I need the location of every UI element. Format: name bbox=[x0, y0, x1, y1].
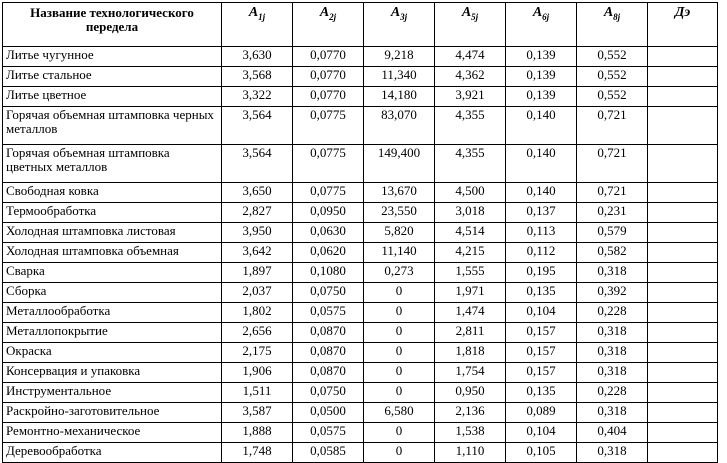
row-name-cell: Свободная ковка bbox=[3, 183, 222, 203]
value-cell: 1,110 bbox=[435, 443, 506, 463]
value-cell: 3,587 bbox=[222, 403, 293, 423]
row-name-cell: Холодная штамповка листовая bbox=[3, 223, 222, 243]
value-cell: 1,802 bbox=[222, 303, 293, 323]
table-row bbox=[3, 383, 718, 403]
value-cell: 0,0620 bbox=[293, 243, 364, 263]
value-cell: 4,355 bbox=[435, 145, 506, 183]
row-name-cell: Деревообработка bbox=[3, 443, 222, 463]
value-cell: 9,218 bbox=[364, 47, 435, 67]
value-cell bbox=[648, 183, 718, 203]
value-cell: 0,0750 bbox=[293, 283, 364, 303]
value-cell: 0,0575 bbox=[293, 423, 364, 443]
value-cell: 0,0870 bbox=[293, 343, 364, 363]
table-row bbox=[3, 145, 718, 183]
value-cell: 0,157 bbox=[506, 323, 577, 343]
value-cell: 4,514 bbox=[435, 223, 506, 243]
value-cell: 0,105 bbox=[506, 443, 577, 463]
value-cell: 0,0775 bbox=[293, 145, 364, 183]
value-cell: 1,555 bbox=[435, 263, 506, 283]
value-cell: 2,136 bbox=[435, 403, 506, 423]
value-cell bbox=[648, 223, 718, 243]
value-cell: 6,580 bbox=[364, 403, 435, 423]
value-cell: 0,139 bbox=[506, 87, 577, 107]
value-cell: 0,228 bbox=[577, 383, 648, 403]
value-cell: 0 bbox=[364, 423, 435, 443]
value-cell: 0,0770 bbox=[293, 47, 364, 67]
value-cell: 0 bbox=[364, 383, 435, 403]
value-cell: 1,538 bbox=[435, 423, 506, 443]
value-cell bbox=[648, 145, 718, 183]
row-name-cell: Инструментальное bbox=[3, 383, 222, 403]
value-cell bbox=[648, 283, 718, 303]
value-cell: 11,140 bbox=[364, 243, 435, 263]
value-cell: 1,754 bbox=[435, 363, 506, 383]
value-cell: 4,362 bbox=[435, 67, 506, 87]
value-cell: 0,231 bbox=[577, 203, 648, 223]
value-cell: 0,318 bbox=[577, 443, 648, 463]
value-cell: 0,0500 bbox=[293, 403, 364, 423]
value-cell: 0,0770 bbox=[293, 87, 364, 107]
value-cell: 0,0775 bbox=[293, 107, 364, 145]
value-cell: 0,318 bbox=[577, 343, 648, 363]
value-cell: 0,318 bbox=[577, 263, 648, 283]
column-header-a1j: $A_{1j}$ bbox=[222, 3, 293, 47]
value-cell bbox=[648, 87, 718, 107]
value-cell bbox=[648, 203, 718, 223]
row-name-cell: Горячая объемная штамповка черных металлов bbox=[3, 107, 222, 145]
value-cell: 1,888 bbox=[222, 423, 293, 443]
value-cell: 0,318 bbox=[577, 403, 648, 423]
value-cell: 0,318 bbox=[577, 363, 648, 383]
coefficients-table bbox=[2, 2, 718, 463]
row-name-cell: Литье чугунное bbox=[3, 47, 222, 67]
table-row bbox=[3, 223, 718, 243]
value-cell: 4,215 bbox=[435, 243, 506, 263]
value-cell: 2,656 bbox=[222, 323, 293, 343]
value-cell: 5,820 bbox=[364, 223, 435, 243]
table-row bbox=[3, 343, 718, 363]
value-cell: 0,392 bbox=[577, 283, 648, 303]
row-name-cell: Литье цветное bbox=[3, 87, 222, 107]
value-cell: 0,140 bbox=[506, 183, 577, 203]
value-cell bbox=[648, 67, 718, 87]
value-cell: 83,070 bbox=[364, 107, 435, 145]
value-cell: 3,630 bbox=[222, 47, 293, 67]
table-row bbox=[3, 283, 718, 303]
value-cell: 0,228 bbox=[577, 303, 648, 323]
value-cell: 23,550 bbox=[364, 203, 435, 223]
value-cell bbox=[648, 403, 718, 423]
value-cell: 0,113 bbox=[506, 223, 577, 243]
value-cell: 4,474 bbox=[435, 47, 506, 67]
value-cell: 3,921 bbox=[435, 87, 506, 107]
table-row bbox=[3, 67, 718, 87]
table-row bbox=[3, 47, 718, 67]
value-cell: 0,157 bbox=[506, 363, 577, 383]
row-name-cell: Раскройно-заготовительное bbox=[3, 403, 222, 423]
value-cell: 3,950 bbox=[222, 223, 293, 243]
table-row bbox=[3, 323, 718, 343]
row-name-cell: Горячая объемная штамповка цветных металлов bbox=[3, 145, 222, 183]
value-cell: 1,818 bbox=[435, 343, 506, 363]
value-cell: 0,112 bbox=[506, 243, 577, 263]
value-cell: 0,950 bbox=[435, 383, 506, 403]
value-cell: 0,0585 bbox=[293, 443, 364, 463]
value-cell: 13,670 bbox=[364, 183, 435, 203]
column-header-a8j: $A_{8j}$ bbox=[577, 3, 648, 47]
table-row bbox=[3, 363, 718, 383]
value-cell: 0,0775 bbox=[293, 183, 364, 203]
header-row bbox=[3, 3, 718, 47]
table-row bbox=[3, 263, 718, 283]
value-cell: 0,195 bbox=[506, 263, 577, 283]
value-cell: 0,552 bbox=[577, 87, 648, 107]
value-cell: 11,340 bbox=[364, 67, 435, 87]
value-cell: 3,322 bbox=[222, 87, 293, 107]
row-name-cell: Окраска bbox=[3, 343, 222, 363]
value-cell: 3,642 bbox=[222, 243, 293, 263]
row-name-cell: Металлообработка bbox=[3, 303, 222, 323]
table-row bbox=[3, 443, 718, 463]
table-row bbox=[3, 403, 718, 423]
value-cell bbox=[648, 443, 718, 463]
value-cell: 0,135 bbox=[506, 283, 577, 303]
value-cell: 0,0870 bbox=[293, 363, 364, 383]
table-row bbox=[3, 203, 718, 223]
row-name-cell: Литье стальное bbox=[3, 67, 222, 87]
value-cell: 4,355 bbox=[435, 107, 506, 145]
value-cell: 2,037 bbox=[222, 283, 293, 303]
value-cell: 3,568 bbox=[222, 67, 293, 87]
value-cell: 0 bbox=[364, 343, 435, 363]
value-cell: 0,552 bbox=[577, 47, 648, 67]
value-cell: 0,104 bbox=[506, 423, 577, 443]
value-cell bbox=[648, 383, 718, 403]
value-cell: 2,811 bbox=[435, 323, 506, 343]
row-name-cell: Холодная штамповка объемная bbox=[3, 243, 222, 263]
table-body bbox=[3, 47, 718, 463]
value-cell: 0,0770 bbox=[293, 67, 364, 87]
value-cell: 0,721 bbox=[577, 183, 648, 203]
value-cell: 0,0575 bbox=[293, 303, 364, 323]
row-name-cell: Консервация и упаковка bbox=[3, 363, 222, 383]
value-cell: 0,140 bbox=[506, 145, 577, 183]
row-name-cell: Сборка bbox=[3, 283, 222, 303]
value-cell: 0 bbox=[364, 303, 435, 323]
value-cell: 0,0750 bbox=[293, 383, 364, 403]
value-cell: 1,474 bbox=[435, 303, 506, 323]
column-header-a2j: $A_{2j}$ bbox=[293, 3, 364, 47]
table-row bbox=[3, 243, 718, 263]
value-cell: 1,897 bbox=[222, 263, 293, 283]
value-cell: 0,139 bbox=[506, 67, 577, 87]
value-cell bbox=[648, 423, 718, 443]
value-cell: 0,137 bbox=[506, 203, 577, 223]
value-cell bbox=[648, 343, 718, 363]
value-cell: 0 bbox=[364, 443, 435, 463]
value-cell bbox=[648, 323, 718, 343]
value-cell: 149,400 bbox=[364, 145, 435, 183]
value-cell: 0,579 bbox=[577, 223, 648, 243]
column-header-a3j: $A_{3j}$ bbox=[364, 3, 435, 47]
value-cell: 0,404 bbox=[577, 423, 648, 443]
value-cell: 1,748 bbox=[222, 443, 293, 463]
value-cell: 0,1080 bbox=[293, 263, 364, 283]
value-cell bbox=[648, 243, 718, 263]
value-cell: 0,318 bbox=[577, 323, 648, 343]
value-cell: 0,0950 bbox=[293, 203, 364, 223]
value-cell: 3,018 bbox=[435, 203, 506, 223]
value-cell bbox=[648, 107, 718, 145]
value-cell: 2,175 bbox=[222, 343, 293, 363]
value-cell: 0,721 bbox=[577, 145, 648, 183]
row-name-cell: Металлопокрытие bbox=[3, 323, 222, 343]
value-cell: 0,104 bbox=[506, 303, 577, 323]
value-cell bbox=[648, 47, 718, 67]
row-name-cell: Термообработка bbox=[3, 203, 222, 223]
value-cell: 1,511 bbox=[222, 383, 293, 403]
value-cell: 3,564 bbox=[222, 107, 293, 145]
value-cell: 0,157 bbox=[506, 343, 577, 363]
row-name-cell: Сварка bbox=[3, 263, 222, 283]
column-header-a5j: $A_{5j}$ bbox=[435, 3, 506, 47]
value-cell: 0,0630 bbox=[293, 223, 364, 243]
value-cell bbox=[648, 303, 718, 323]
value-cell: 0,273 bbox=[364, 263, 435, 283]
value-cell: 0,552 bbox=[577, 67, 648, 87]
value-cell: 0 bbox=[364, 363, 435, 383]
column-header-name: Название технологического передела bbox=[3, 3, 222, 47]
value-cell: 0,089 bbox=[506, 403, 577, 423]
value-cell: 0,139 bbox=[506, 47, 577, 67]
value-cell: 0 bbox=[364, 283, 435, 303]
column-header-de: Дэ bbox=[648, 3, 718, 47]
row-name-cell: Ремонтно-механическое bbox=[3, 423, 222, 443]
value-cell: 0,721 bbox=[577, 107, 648, 145]
value-cell: 14,180 bbox=[364, 87, 435, 107]
table-row bbox=[3, 303, 718, 323]
value-cell: 3,650 bbox=[222, 183, 293, 203]
value-cell: 0,582 bbox=[577, 243, 648, 263]
value-cell bbox=[648, 363, 718, 383]
value-cell: 4,500 bbox=[435, 183, 506, 203]
table-row bbox=[3, 107, 718, 145]
value-cell: 0,0870 bbox=[293, 323, 364, 343]
table-row bbox=[3, 183, 718, 203]
table-row bbox=[3, 423, 718, 443]
value-cell bbox=[648, 263, 718, 283]
column-header-a6j: $A_{6j}$ bbox=[506, 3, 577, 47]
value-cell: 1,906 bbox=[222, 363, 293, 383]
value-cell: 2,827 bbox=[222, 203, 293, 223]
value-cell: 1,971 bbox=[435, 283, 506, 303]
value-cell: 0 bbox=[364, 323, 435, 343]
table-row bbox=[3, 87, 718, 107]
value-cell: 0,140 bbox=[506, 107, 577, 145]
value-cell: 0,135 bbox=[506, 383, 577, 403]
value-cell: 3,564 bbox=[222, 145, 293, 183]
